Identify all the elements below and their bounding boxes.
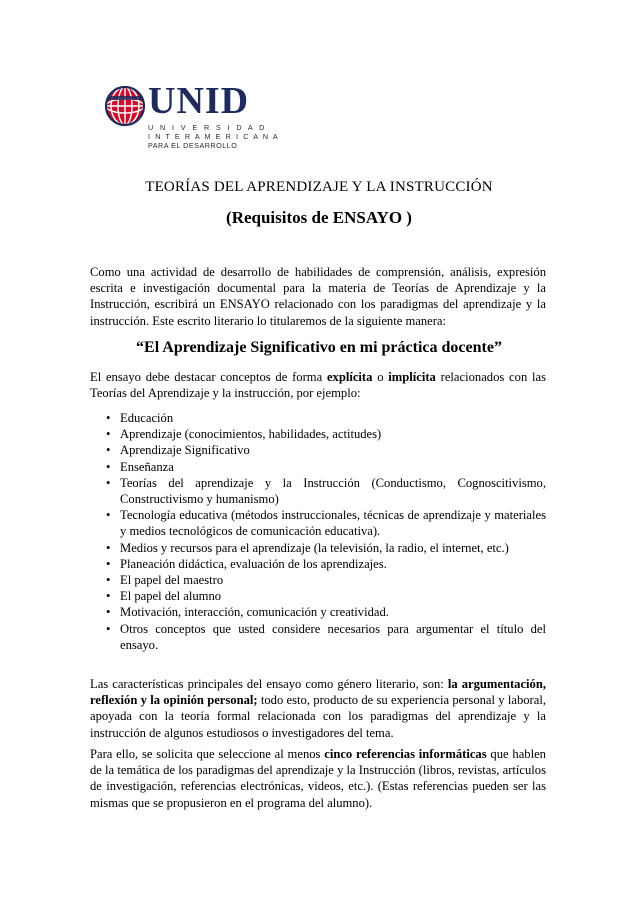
bullet-icon: • xyxy=(106,427,111,442)
concepts-bold-explicit: explícita xyxy=(326,370,373,384)
references-paragraph xyxy=(90,746,546,811)
list-item-text: Aprendizaje Significativo xyxy=(120,443,250,458)
list-item-text: Planeación didáctica, evaluación de los aprendizajes. xyxy=(120,556,387,571)
bullet-icon: • xyxy=(106,589,111,604)
concepts-text-before: El ensayo debe destacar conceptos de forma xyxy=(90,370,327,384)
bullet-icon: • xyxy=(106,556,111,571)
bullet-icon: • xyxy=(106,573,111,588)
bullet-icon: • xyxy=(106,475,111,490)
list-item xyxy=(106,410,546,426)
characteristics-text-after: todo esto, producto de su experiencia personal y laboral, apoyada con la teoría formal relacionada con los paradigmas del aprendizaje y la instrucción de algunos estudiosos o investigadores del tema. xyxy=(90,693,546,740)
concepts-text-after: relacionados con las Teorías del Aprendizaje y la instrucción, por ejemplo: xyxy=(90,370,547,401)
references-bold: cinco referencias informáticas xyxy=(324,747,487,761)
concepts-list xyxy=(106,410,546,653)
list-item-text: Otros conceptos que usted considere necesarios para argumentar el título del ensayo. xyxy=(120,621,546,652)
bullet-icon: • xyxy=(106,605,111,620)
logo-line-2: I N T E R A M E R I C A N A xyxy=(148,132,280,141)
list-item-text: Aprendizaje (conocimientos, habilidades, actitudes) xyxy=(120,427,382,442)
concepts-paragraph xyxy=(90,369,546,401)
list-item-text: Tecnología educativa (métodos instruccionales, técnicas de aprendizaje y materiales y medios tecnológicos de comunicación educativa). xyxy=(120,508,546,539)
list-item-text: Teorías del aprendizaje y la Instrucción (Conductismo, Cognoscitivismo, Constructivismo y humanismo) xyxy=(120,475,546,507)
list-item xyxy=(106,621,546,653)
bullet-icon: • xyxy=(106,443,111,458)
bullet-icon: • xyxy=(106,508,111,523)
list-item xyxy=(106,475,546,507)
characteristics-bold: la argumentación, reflexión y la opinión personal; xyxy=(90,677,546,708)
list-item-text: Educación xyxy=(120,411,174,425)
intro-paragraph: Como una actividad de desarrollo de habilidades de comprensión, análisis, expresión escrita e investigación documental para la materia de Teorías de Aprendizaje y la Instrucción, escribirá un ENSAYO relacionado con los paradigmas del aprendizaje y la instrucción. Este escrito literario lo titularemos de la siguiente manera: xyxy=(90,265,546,328)
list-item xyxy=(106,442,546,458)
concepts-bold-implicit: implícita xyxy=(388,370,436,384)
globe-logo-icon xyxy=(104,84,146,128)
bullet-icon: • xyxy=(106,411,111,425)
characteristics-paragraph xyxy=(90,676,546,741)
characteristics-text-before: Las características principales del ensayo como género literario, son: xyxy=(90,677,448,691)
list-item-text: Enseñanza xyxy=(120,459,174,474)
list-item xyxy=(106,426,546,442)
list-item xyxy=(106,507,546,539)
list-item xyxy=(106,588,546,604)
logo-wordmark: UNID xyxy=(148,80,250,122)
bullet-icon: • xyxy=(106,621,111,636)
list-item xyxy=(106,604,546,620)
list-item-text: Motivación, interacción, comunicación y creatividad. xyxy=(120,605,389,620)
bullet-icon: • xyxy=(106,459,111,474)
document-title: TEORÍAS DEL APRENDIZAJE Y LA INSTRUCCIÓN xyxy=(145,179,493,195)
list-item-text: Medios y recursos para el aprendizaje (la televisión, la radio, el internet, etc.) xyxy=(120,540,509,555)
list-item-text: El papel del maestro xyxy=(120,573,224,588)
list-item xyxy=(106,459,546,475)
unid-logo xyxy=(104,80,280,154)
list-item xyxy=(106,572,546,588)
list-item xyxy=(106,540,546,556)
concepts-text-middle: o xyxy=(372,370,389,384)
logo-line-3: PARA EL DESARROLLO xyxy=(148,141,238,150)
bullet-icon: • xyxy=(106,540,111,555)
essay-title: “El Aprendizaje Significativo en mi práctica docente” xyxy=(136,339,502,356)
logo-line-1: U N I V E R S I D A D xyxy=(148,123,267,132)
list-item-text: El papel del alumno xyxy=(120,589,222,604)
references-text-after: que hablen de la temática de los paradigmas del aprendizaje y la Instrucción (libros, revistas, artículos de investigación, referencias electrónicas, videos, etc.). (Estas referencias pueden ser las mismas que se propusieron en el programa del alumno). xyxy=(90,747,546,810)
document-subtitle: (Requisitos de ENSAYO ) xyxy=(226,208,412,227)
references-text-before: Para ello, se solicita que seleccione al menos xyxy=(90,747,325,761)
list-item xyxy=(106,556,546,572)
